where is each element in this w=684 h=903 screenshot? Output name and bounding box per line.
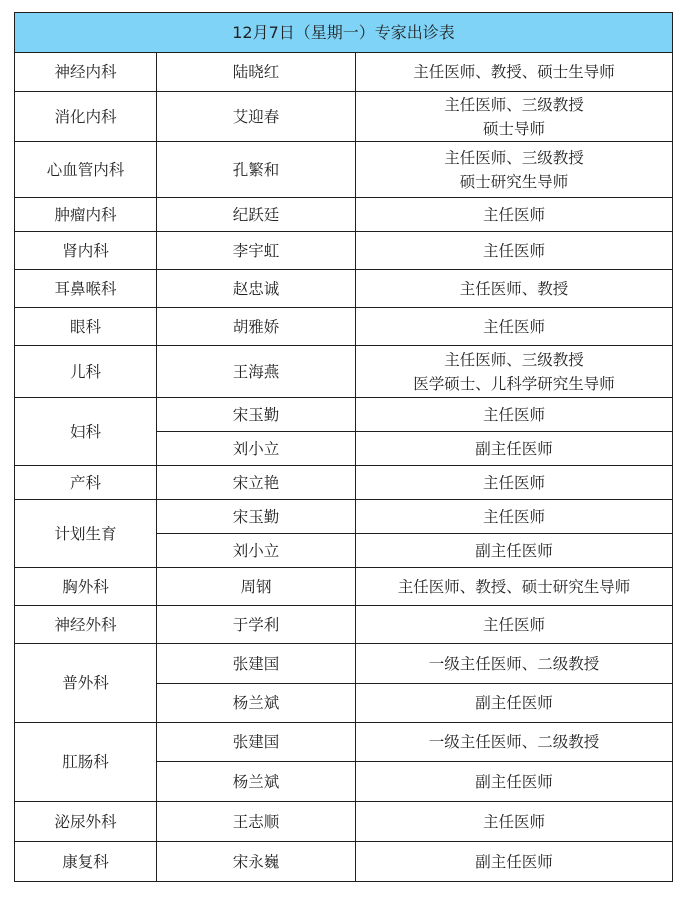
doctor-name-cell: 刘小立 [157,432,356,466]
doctor-title-line: 主任医师 [482,812,545,831]
doctor-title-cell [356,534,673,568]
table-title-row [15,13,673,53]
doctor-name-cell: 陆晓红 [157,53,356,92]
doctor-title-cell [356,568,673,606]
department-cell: 胸外科 [15,568,157,606]
department-cell: 妇科 [15,398,157,466]
department-cell: 神经外科 [15,606,157,644]
doctor-name-cell: 赵忠诚 [157,270,356,308]
doctor-title-line: 主任医师 [482,241,545,260]
doctor-name-cell: 王海燕 [157,346,356,398]
doctor-title-line: 一级主任医师、二级教授 [428,733,600,751]
table-row [15,398,673,432]
doctor-title-line: 主任医师 [482,205,545,224]
department-cell: 耳鼻喉科 [15,270,157,308]
department-cell: 儿科 [15,346,157,398]
doctor-title-cell [356,346,673,398]
department-cell: 消化内科 [15,92,157,142]
doctor-title-cell [356,723,673,762]
table-row [15,802,673,842]
doctor-name-cell: 宋玉勤 [157,398,356,432]
expert-schedule-table [14,12,673,882]
doctor-title-line: 硕士研究生导师 [459,172,569,191]
doctor-name-cell: 张建国 [157,644,356,684]
doctor-title-line: 主任医师 [482,615,545,634]
doctor-name-cell: 艾迎春 [157,92,356,142]
table-row [15,198,673,232]
table-title: 12月7日（星期一）专家出诊表 [15,13,673,53]
doctor-title-cell [356,270,673,308]
department-cell: 眼科 [15,308,157,346]
table-row [15,466,673,500]
doctor-title-line: 副主任医师 [475,541,553,560]
department-cell: 普外科 [15,644,157,723]
doctor-title-cell [356,398,673,432]
doctor-title-cell [356,842,673,882]
table-row [15,92,673,142]
table-body [15,53,673,882]
doctor-title-cell [356,802,673,842]
doctor-title-line: 副主任医师 [475,852,553,871]
table-row [15,842,673,882]
department-cell: 肾内科 [15,232,157,270]
department-cell: 产科 [15,466,157,500]
doctor-title-cell [356,142,673,198]
doctor-title-cell [356,606,673,644]
department-cell: 肛肠科 [15,723,157,802]
doctor-title-line: 主任医师、三级教授 [444,350,584,369]
doctor-title-line: 主任医师、三级教授 [444,95,584,114]
doctor-title-line: 主任医师、教授 [459,279,569,298]
doctor-name-cell: 王志顺 [157,802,356,842]
doctor-name-cell: 胡雅娇 [157,308,356,346]
doctor-title-cell [356,432,673,466]
table-row [15,232,673,270]
department-cell: 计划生育 [15,500,157,568]
doctor-name-cell: 刘小立 [157,534,356,568]
doctor-title-line: 副主任医师 [475,694,553,712]
doctor-title-cell [356,644,673,684]
doctor-title-line: 副主任医师 [475,439,553,458]
doctor-title-cell [356,53,673,92]
doctor-title-cell [356,92,673,142]
table-row [15,723,673,762]
doctor-title-line: 主任医师、三级教授 [444,148,584,167]
doctor-title-line: 主任医师 [482,317,545,336]
doctor-title-cell [356,684,673,723]
table-row [15,568,673,606]
doctor-title-cell [356,466,673,500]
doctor-title-cell [356,198,673,232]
doctor-name-cell: 杨兰斌 [157,684,356,723]
doctor-title-cell [356,762,673,802]
doctor-name-cell: 宋玉勤 [157,500,356,534]
table-row [15,53,673,92]
department-cell: 泌尿外科 [15,802,157,842]
doctor-name-cell: 李宇虹 [157,232,356,270]
table-row [15,270,673,308]
doctor-name-cell: 宋立艳 [157,466,356,500]
doctor-title-cell [356,232,673,270]
doctor-title-cell [356,500,673,534]
doctor-title-line: 主任医师 [482,405,545,424]
doctor-name-cell: 纪跃廷 [157,198,356,232]
doctor-title-line: 主任医师、教授、硕士研究生导师 [397,577,631,596]
doctor-title-line: 主任医师 [482,507,545,526]
doctor-title-line: 主任医师、教授、硕士生导师 [413,63,615,81]
table-row [15,346,673,398]
doctor-name-cell: 杨兰斌 [157,762,356,802]
doctor-title-line: 医学硕士、儿科学研究生导师 [413,374,615,393]
doctor-title-cell [356,308,673,346]
doctor-name-cell: 张建国 [157,723,356,762]
doctor-title-line: 硕士导师 [482,119,545,138]
table-row [15,308,673,346]
table-row [15,142,673,198]
table-row [15,500,673,534]
table-row [15,644,673,684]
department-cell: 心血管内科 [15,142,157,198]
doctor-title-line: 主任医师 [482,473,545,492]
doctor-name-cell: 宋永巍 [157,842,356,882]
doctor-title-line: 副主任医师 [475,772,553,791]
department-cell: 神经内科 [15,53,157,92]
table-row [15,606,673,644]
department-cell: 康复科 [15,842,157,882]
doctor-name-cell: 周钢 [157,568,356,606]
doctor-name-cell: 孔繁和 [157,142,356,198]
doctor-name-cell: 于学利 [157,606,356,644]
department-cell: 肿瘤内科 [15,198,157,232]
doctor-title-line: 一级主任医师、二级教授 [428,654,600,673]
